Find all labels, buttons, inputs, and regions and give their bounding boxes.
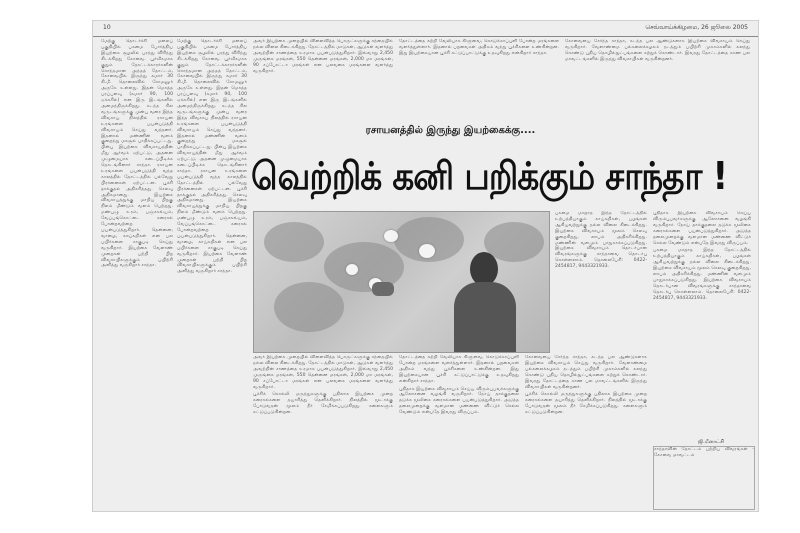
column-text: பசுமை மாறாத இந்த தோட்டத்தில் உற்பத்தியாகும் காய்கறிகள், பழங்கள் ஆகியவற்றுக்கு நல்ல விலை கிடைக்கிறது. இயற்கை விவசாயம் மூலம் செலவு குறைகிறது, லாபம் அதிகரிக்கிறது. மண்ணின் வளமும் பாதுகாக்கப்படுகிறது. இயற்கை விவசாயம் தொடர்பான விவரங்களுக்கு சாந்தாவை தொடர்பு கொள்ளலாம். தொலைபேசி: 0422-2454817, 9443321933. [555, 211, 647, 270]
article-column-1b [177, 39, 247, 507]
article-column-9 [525, 355, 647, 507]
article-column-8 [399, 355, 519, 507]
column-text: புதிதாக இயற்கை விவசாயம் செய்ய விரும்புபவர்களுக்கு ஆலோசனை வழங்கி வருகிறார். நோய் தாக்குதலை தடுக்க மூலிகை கரைசல்களை பயன்படுத்துகிறார். அடுத்த தலைமுறைக்கு வளமான மண்ணை விட்டுச் செல்ல வேண்டும் என்பதே இவரது விருப்பம். [399, 386, 519, 416]
article-headline: வெற்றிக் கனி பறிக்கும் சாந்தா ! [251, 154, 728, 198]
article-column-6 [653, 211, 751, 436]
article-column-3 [399, 39, 559, 119]
column-text: தோட்டத்தை சுற்றி வேலியாக கிளுவை, கொடுக்காப்புளி போன்ற மரங்களை வளர்த்துள்ளார். இதனால் பறவைகள் அதிகம் வந்து பூச்சிகளை உண்கின்றன. இது இயற்கையான பூச்சி கட்டுப்பாட்டுக்கு உதவுகிறது என்கிறார் சாந்தா. [399, 39, 559, 56]
column-text: பூச்சிக் கொல்லி மருந்துகளுக்கு பதிலாக இயற்கை முறை கரைசல்களை தயாரித்து தெளிக்கிறார். நிலத்தில் மூடாக்கு போடுவதன் மூலம் நீர் சேமிக்கப்படுகிறது. களைகளும் கட்டுப்படுகின்றன. [525, 392, 647, 416]
info-box-text: சாந்தாவின் தோட்டம் பற்றிய விவரங்கள் - கோவை மாவட்டம் [654, 447, 754, 458]
column-text: மேற்கு தொடர்ச்சி மலைப் பகுதியில் பசுமை போர்த்திய இயற்கை சூழலில் பரந்து விரிந்து கிடக்கிறது கோவை. பூர்வீகமாக குறும் தோட்டக்காரர்களின் சொந்தமான அந்தத் தோட்டம், கோவையில் இருந்து சுமார் 30 கி.மீ. தொலைவில் சோமனூர் அருகே உள்ளது. இதன் மொத்த பரப்பளவு (சுமார் 90, 100 ஏக்கரில்) என இரு இடங்களில் அமைந்திருக்கிறது. கடந்த சில வருடங்களுக்கு முன்பு வரை இந்த விவசாய நிலத்தில் ரசாயன உரங்களை பயன்படுத்தி விவசாயம் செய்து வந்தனர். இதனால் மண்ணின் வளம் குறைந்து மகசூல் பாதிக்கப்பட்டது. பின்பு இயற்கை விவசாயத்தின் மீது ஆர்வம் ஏற்பட்டு, அதனை முழுமையாக கடைப்பிடிக்க தொடங்கினார் சாந்தா. ரசாயன உரங்களை பயன்படுத்தி வந்த காலத்தில் தோட்டத்தில் பல்வேறு பிரச்னைகள் ஏற்பட்டன. பூச்சி தாக்குதல் அதிகரித்தது. செலவு அதிகமானது. இயற்கை விவசாயத்துக்கு மாறிய பிறகு நிலம் மீண்டும் வளம் பெற்றது. மண்புழு உரம், பஞ்சகவ்யம், வேப்பங்கொட்டை கரைசல் போன்றவற்றை பயன்படுத்துகிறார். தென்னை, வாழை, காய்கறிகள் என பல பயிர்களை சாகுபடி செய்து வருகிறார். இயற்கை வேளாண் முறைகள் பற்றி பிற விவசாயிகளுக்கும் பயிற்சி அளித்து வருகிறார் சாந்தா. [177, 39, 247, 275]
farmer-figure [454, 252, 514, 353]
info-box [653, 446, 755, 510]
column-text: அவர் இயற்கை முறையில் விளைவித்த பொருட்களுக்கு சந்தையில் நல்ல விலை கிடைக்கிறது. தோட்டத்தில் மாடுகள், ஆடுகள் வளர்த்து அவற்றின் சாணத்தை உரமாக பயன்படுத்துகிறார். இவ்வாறு 2,450 முருங்கை மரங்கள், 550 தென்னை மரங்கள், 2,000 மா மரங்கள், 90 சப்போட்டா மரங்கள் என பலவகை மரங்களை வளர்த்து வருகிறார். [253, 39, 393, 74]
column-text: கோவையை சேர்ந்த சாந்தா, கடந்த பல ஆண்டுகளாக இயற்கை விவசாயம் செய்து வருகிறார். வேளாண்மை பல்கலைக்கழகம் நடத்தும் பயிற்சி முகாம்களில் கலந்து கொண்டு புதிய தொழில்நுட்பங்களை கற்றுக் கொண்டார். இவரது தோட்டத்தை காண பல மாவட்டங்களில் இருந்து விவசாயிகள் வருகின்றனர். [525, 355, 647, 390]
column-text: புதிதாக இயற்கை விவசாயம் செய்ய விரும்புபவர்களுக்கு ஆலோசனை வழங்கி வருகிறார். நோய் தாக்குதலை தடுக்க மூலிகை கரைசல்களை பயன்படுத்துகிறார். அடுத்த தலைமுறைக்கு வளமான மண்ணை விட்டுச் செல்ல வேண்டும் என்பதே இவரது விருப்பம். [653, 211, 751, 246]
newspaper-page [92, 20, 759, 512]
page-number: 10 [103, 24, 111, 31]
column-text: பூச்சிக் கொல்லி மருந்துகளுக்கு பதிலாக இயற்கை முறை கரைசல்களை தயாரித்து தெளிக்கிறார். நிலத்தில் மூடாக்கு போடுவதன் மூலம் நீர் சேமிக்கப்படுகிறது. களைகளும் கட்டுப்படுகின்றன. [253, 392, 393, 416]
column-text: அவர் இயற்கை முறையில் விளைவித்த பொருட்களுக்கு சந்தையில் நல்ல விலை கிடைக்கிறது. தோட்டத்தில் மாடுகள், ஆடுகள் வளர்த்து அவற்றின் சாணத்தை உரமாக பயன்படுத்துகிறார். இவ்வாறு 2,450 முருங்கை மரங்கள், 550 தென்னை மரங்கள், 2,000 மா மரங்கள், 90 சப்போட்டா மரங்கள் என பலவகை மரங்களை வளர்த்து வருகிறார். [253, 355, 393, 390]
column-text: மேற்கு தொடர்ச்சி மலைப் பகுதியில் பசுமை போர்த்திய இயற்கை சூழலில் பரந்து விரிந்து கிடக்கிறது கோவை. பூர்வீகமாக குறும் தோட்டக்காரர்களின் சொந்தமான அந்தத் தோட்டம், கோவையில் இருந்து சுமார் 30 கி.மீ. தொலைவில் சோமனூர் அருகே உள்ளது. இதன் மொத்த பரப்பளவு (சுமார் 90, 100 ஏக்கரில்) என இரு இடங்களில் அமைந்திருக்கிறது. கடந்த சில வருடங்களுக்கு முன்பு வரை இந்த விவசாய நிலத்தில் ரசாயன உரங்களை பயன்படுத்தி விவசாயம் செய்து வந்தனர். இதனால் மண்ணின் வளம் குறைந்து மகசூல் பாதிக்கப்பட்டது. பின்பு இயற்கை விவசாயத்தின் மீது ஆர்வம் ஏற்பட்டு, அதனை முழுமையாக கடைப்பிடிக்க தொடங்கினார் சாந்தா. ரசாயன உரங்களை பயன்படுத்தி வந்த காலத்தில் தோட்டத்தில் பல்வேறு பிரச்னைகள் ஏற்பட்டன. பூச்சி தாக்குதல் அதிகரித்தது. செலவு அதிகமானது. இயற்கை விவசாயத்துக்கு மாறிய பிறகு நிலம் மீண்டும் வளம் பெற்றது. மண்புழு உரம், பஞ்சகவ்யம், வேப்பங்கொட்டை கரைசல் போன்றவற்றை பயன்படுத்துகிறார். தென்னை, வாழை, காய்கறிகள் என பல பயிர்களை சாகுபடி செய்து வருகிறார். இயற்கை வேளாண் முறைகள் பற்றி பிற விவசாயிகளுக்கும் பயிற்சி அளித்து வருகிறார் சாந்தா. [101, 39, 173, 269]
article-column-1 [101, 39, 173, 507]
dateline: செவ்வாய்க்கிழமை, 26 ஜூலை 2005 [645, 24, 748, 31]
article-byline: ஜி.மீனாட்சி [698, 439, 725, 445]
article-photo [253, 211, 550, 353]
article-subheadline: ரசாயனத்தில் இருந்து இயற்கைக்கு.... [365, 125, 536, 136]
article-column-7 [253, 355, 393, 507]
column-text: கோவையை சேர்ந்த சாந்தா, கடந்த பல ஆண்டுகளாக இயற்கை விவசாயம் செய்து வருகிறார். வேளாண்மை பல்கலைக்கழகம் நடத்தும் பயிற்சி முகாம்களில் கலந்து கொண்டு புதிய தொழில்நுட்பங்களை கற்றுக் கொண்டார். இவரது தோட்டத்தை காண பல மாவட்டங்களில் இருந்து விவசாயிகள் வருகின்றனர். [565, 39, 750, 62]
column-text: பசுமை மாறாத இந்த தோட்டத்தில் உற்பத்தியாகும் காய்கறிகள், பழங்கள் ஆகியவற்றுக்கு நல்ல விலை கிடைக்கிறது. இயற்கை விவசாயம் மூலம் செலவு குறைகிறது, லாபம் அதிகரிக்கிறது. மண்ணின் வளமும் பாதுகாக்கப்படுகிறது. இயற்கை விவசாயம் தொடர்பான விவரங்களுக்கு சாந்தாவை தொடர்பு கொள்ளலாம். தொலைபேசி: 0422-2454817, 9443321933. [653, 248, 751, 301]
column-text: தோட்டத்தை சுற்றி வேலியாக கிளுவை, கொடுக்காப்புளி போன்ற மரங்களை வளர்த்துள்ளார். இதனால் பறவைகள் அதிகம் வந்து பூச்சிகளை உண்கின்றன. இது இயற்கையான பூச்சி கட்டுப்பாட்டுக்கு உதவுகிறது என்கிறார் சாந்தா. [399, 355, 519, 384]
article-column-5 [555, 211, 647, 351]
page-header [93, 21, 758, 37]
article-column-2 [253, 39, 393, 119]
